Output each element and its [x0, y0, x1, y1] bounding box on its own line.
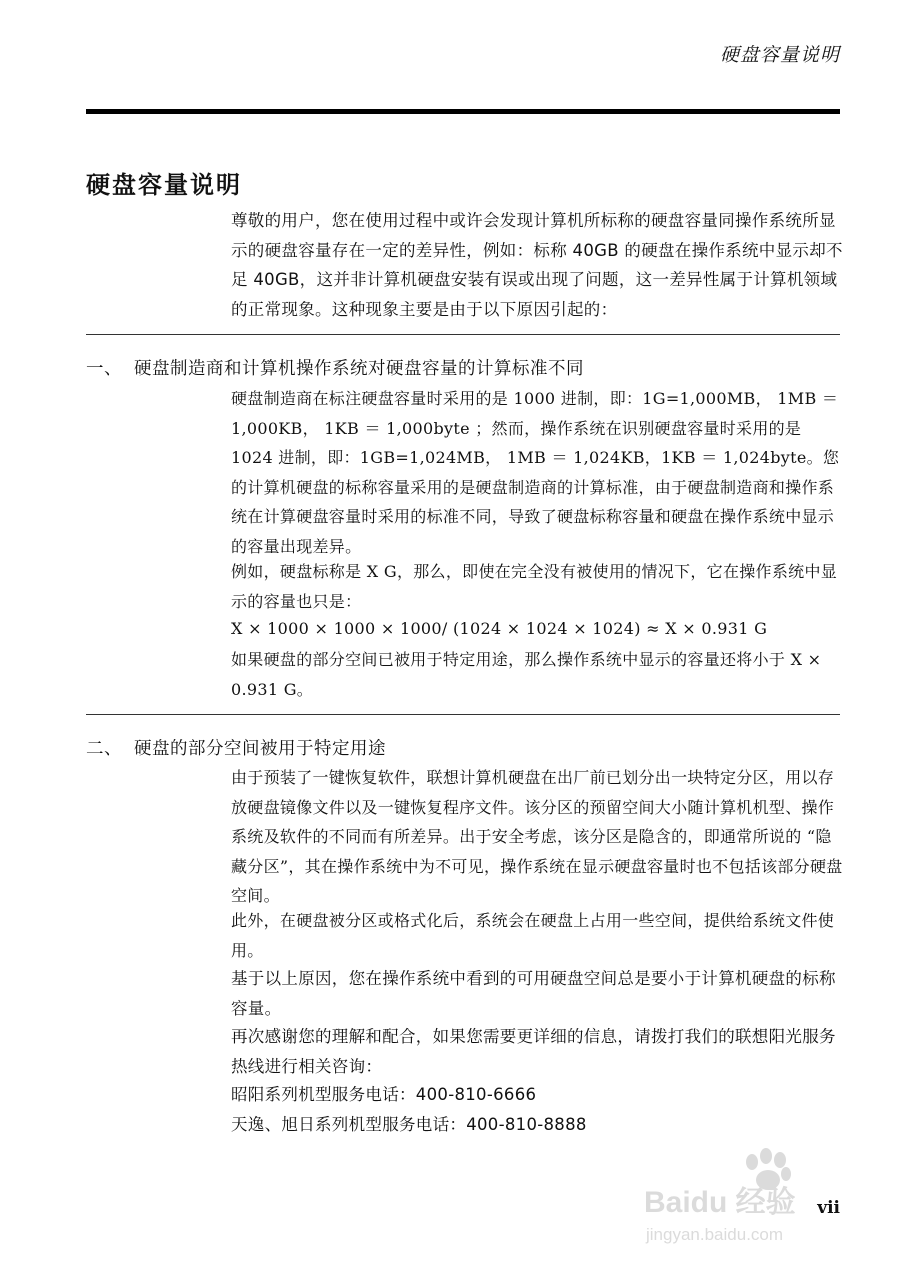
section-2-paragraph-1: 由于预装了一键恢复软件，联想计算机硬盘在出厂前已划分出一块特定分区，用以存放硬盘镜像文件以及一键恢复程序文件。该分区的预留空间大小随计算机机型、操作系统及软件的不同而有所差异。出于安全考虑，该分区是隐含的，即通常所说的 “隐藏分区”，其在操作系统中为不可见，操作系统在显示硬盘容量时也不包括该部分硬盘空间。 [231, 768, 843, 905]
section-1-title: 硬盘制造商和计算机操作系统对硬盘容量的计算标准不同 [134, 359, 584, 379]
capacity-formula: X × 1000 × 1000 × 1000/ (1024 × 1024 × 1024) ≈ X × 0.931 G [231, 619, 768, 638]
section-divider-2 [86, 714, 840, 715]
section-1-paragraph-3: 如果硬盘的部分空间已被用于特定用途，那么操作系统中显示的容量还将小于 X × 0.931 G。 [231, 650, 822, 699]
section-divider-1 [86, 334, 840, 335]
section-1-heading [86, 355, 584, 380]
section-1-number: 一、 [86, 359, 122, 379]
section-2-paragraph-4: 再次感谢您的理解和配合，如果您需要更详细的信息，请拨打我们的联想阳光服务热线进行相关咨询： [231, 1027, 836, 1076]
watermark-brand: Baidu 经验 [644, 1186, 796, 1219]
intro-paragraph: 尊敬的用户，您在使用过程中或许会发现计算机所标称的硬盘容量同操作系统所显示的硬盘容量存在一定的差异性，例如：标称 40GB 的硬盘在操作系统中显示却不足 40GB，这并非计算机硬盘安装有误或出现了问题，这一差异性属于计算机领域的正常现象。这种现象主要是由于以下原因引起的： [231, 211, 843, 319]
hotline-tianyi-xuri: 天逸、旭日系列机型服务电话：400-810-8888 [231, 1115, 587, 1134]
baidu-jingyan-watermark [640, 1140, 850, 1260]
hotline-zhaoyang: 昭阳系列机型服务电话：400-810-6666 [231, 1085, 537, 1104]
section-2-number: 二、 [86, 739, 122, 759]
section-1-paragraph-2: 例如，硬盘标称是 X G，那么，即使在完全没有被使用的情况下，它在操作系统中显示的容量也只是： [231, 562, 838, 611]
section-2-paragraph-2: 此外，在硬盘被分区或格式化后，系统会在硬盘上占用一些空间，提供给系统文件使用。 [231, 911, 835, 960]
section-2-paragraph-3: 基于以上原因，您在操作系统中看到的可用硬盘空间总是要小于计算机硬盘的标称容量。 [231, 969, 836, 1018]
running-header-title: 硬盘容量说明 [719, 44, 840, 66]
section-2-title: 硬盘的部分空间被用于特定用途 [134, 739, 386, 759]
header-rule [86, 109, 840, 114]
section-2-heading [86, 735, 386, 760]
section-1-paragraph-1: 硬盘制造商在标注硬盘容量时采用的是 1000 进制，即：1G=1,000MB， 1MB ＝ 1,000KB， 1KB ＝ 1,000byte ；然而，操作系统在识别硬盘容量时采用的是 1024 进制，即：1GB=1,024MB， 1MB ＝ 1,024KB，1KB ＝ 1,024byte。您的计算机硬盘的标称容量采用的是硬盘制造商的计算标准，由于硬盘制造商和操作系统在计算硬盘容量时采用的标准不同，导致了硬盘标称容量和硬盘在操作系统中显示的容量出现差异。 [231, 389, 840, 556]
document-title: 硬盘容量说明 [86, 171, 242, 199]
watermark-url: jingyan.baidu.com [646, 1225, 784, 1244]
page-number: vii [817, 1198, 840, 1218]
